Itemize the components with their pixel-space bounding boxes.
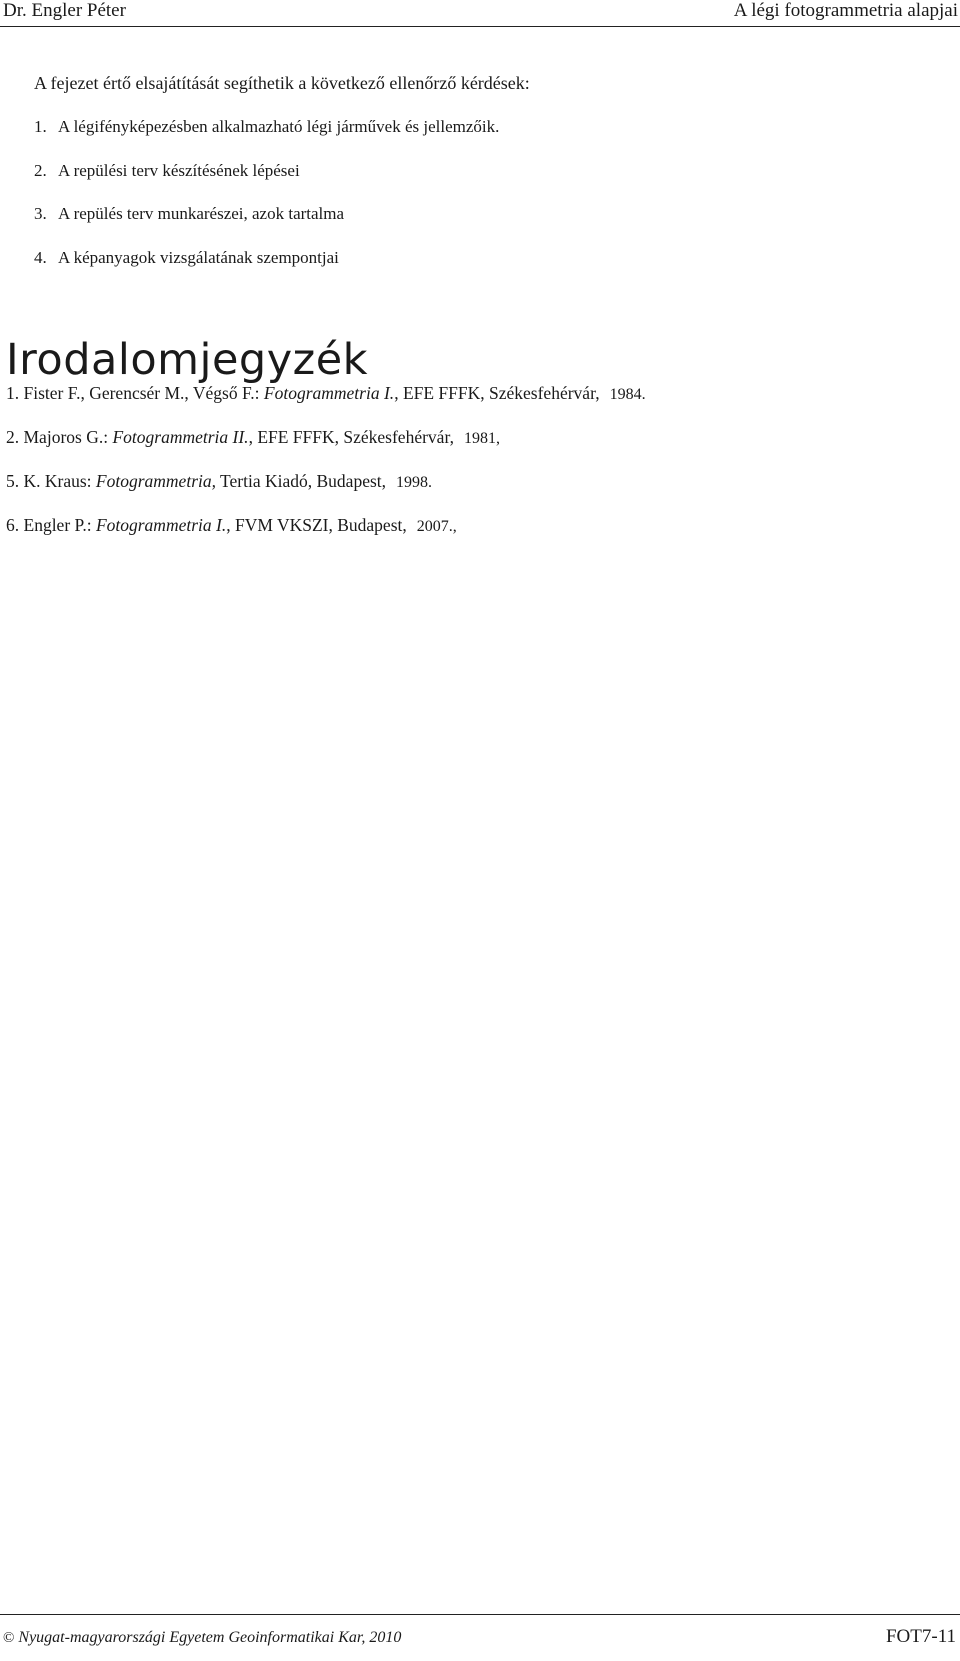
reference-publisher: Tertia Kiadó, Budapest, — [216, 471, 387, 491]
section-heading: Irodalomjegyzék — [6, 334, 369, 385]
question-item — [34, 116, 499, 138]
reference-authors: 1. Fister F., Gerencsér M., Végső F.: — [6, 383, 264, 403]
question-text: A képanyagok vizsgálatának szempontjai — [58, 248, 339, 267]
reference-authors: 2. Majoros G.: — [6, 427, 113, 447]
reference-title: Fotogrammetria I. — [263, 383, 395, 403]
question-text: A repülési terv készítésének lépései — [58, 161, 300, 180]
reference-publisher: , EFE FFFK, Székesfehérvár, — [248, 427, 454, 447]
footer-institution — [3, 1627, 401, 1649]
question-item — [34, 160, 300, 182]
question-number: 1. — [34, 117, 47, 136]
reference-year: 1984. — [609, 386, 646, 403]
reference-title: Fotogrammetria II. — [112, 427, 249, 447]
reference-publisher: , FVM VKSZI, Budapest, — [226, 515, 407, 535]
intro-text: A fejezet értő elsajátítását segíthetik a következő ellenőrző kérdések: — [34, 73, 530, 93]
page-header — [0, 0, 960, 27]
question-number: 3. — [34, 204, 47, 223]
header-title: A légi fotogrammetria alapjai — [733, 0, 958, 21]
question-number: 2. — [34, 161, 47, 180]
reference-publisher: , EFE FFFK, Székesfehérvár, — [394, 383, 600, 403]
reference-year: 2007., — [416, 518, 457, 535]
reference-authors: 6. Engler P.: — [6, 515, 96, 535]
copyright-icon: © — [3, 1630, 15, 1646]
reference-item — [6, 426, 500, 450]
reference-year: 1981, — [463, 430, 500, 447]
question-item — [34, 247, 339, 269]
reference-title: Fotogrammetria I. — [95, 515, 227, 535]
reference-item — [6, 382, 646, 406]
reference-item — [6, 470, 432, 494]
reference-title: Fotogrammetria, — [95, 471, 216, 491]
reference-year: 1998. — [396, 474, 433, 491]
question-item — [34, 203, 344, 225]
reference-item — [6, 514, 457, 538]
question-number: 4. — [34, 248, 47, 267]
question-text: A légifényképezésben alkalmazható légi járművek és jellemzőik. — [58, 117, 500, 136]
question-text: A repülés terv munkarészei, azok tartalma — [58, 204, 345, 223]
reference-authors: 5. K. Kraus: — [6, 471, 96, 491]
page-footer — [0, 1614, 960, 1661]
header-author: Dr. Engler Péter — [3, 0, 126, 21]
page-number: FOT7-11 — [885, 1626, 956, 1647]
footer-institution-text: Nyugat-magyarországi Egyetem Geoinformatikai Kar, 2010 — [18, 1629, 402, 1646]
